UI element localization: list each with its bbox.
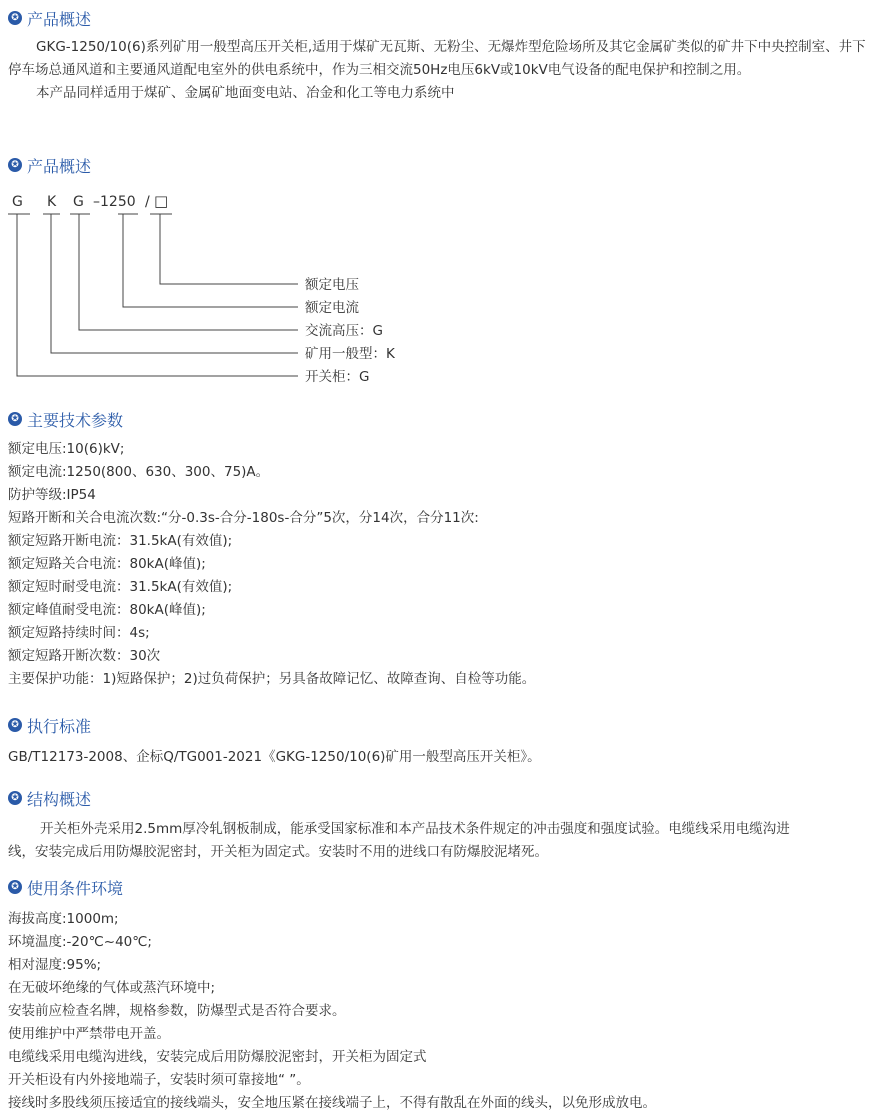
star-circle-icon: ✪ bbox=[8, 791, 22, 805]
spec-list bbox=[8, 438, 535, 691]
environment-line: 接线时多股线须压接适宜的接线端头，安全地压紧在接线端子上，不得有散乱在外面的线头，以免形成放电。 bbox=[8, 1095, 656, 1111]
environment-line: 电缆线采用电缆沟进线，安装完成后用防爆胶泥密封，开关柜为固定式 bbox=[8, 1049, 427, 1065]
environment-line: 使用维护中严禁带电开盖。 bbox=[8, 1026, 170, 1042]
section-title: 主要技术参数 bbox=[27, 410, 124, 430]
section-title: 使用条件环境 bbox=[27, 878, 124, 898]
star-circle-icon: ✪ bbox=[8, 718, 22, 732]
section-title: 产品概述 bbox=[27, 9, 92, 29]
spec-line: 额定短路关合电流：80kA(峰值); bbox=[8, 556, 206, 572]
environment-line: 开关柜设有内外接地端子，安装时须可靠接地“ ”。 bbox=[8, 1072, 310, 1088]
environment-line: 环境温度:-20℃~40℃; bbox=[8, 934, 152, 950]
section-title: 结构概述 bbox=[27, 789, 92, 809]
label-ac-high-voltage: 交流高压：G bbox=[305, 323, 383, 339]
standards-text: GB/T12173-2008、企标Q/TG001-2021《GKG-1250/10(6)矿用一般型高压开关柜》。 bbox=[8, 749, 541, 765]
overview-paragraph-1b: 停车场总通风道和主要通风道配电室外的供电系统中，作为三相交流50Hz电压6kV或10kV电气设备的配电保护和控制之用。 bbox=[8, 62, 751, 78]
model-char-g2: G bbox=[73, 194, 84, 210]
spec-line: 额定短路开断电流：31.5kA(有效值); bbox=[8, 533, 233, 549]
label-rated-voltage: 额定电压 bbox=[305, 277, 359, 293]
structure-paragraph-1: 开关柜外壳采用2.5mm厚冷轧钢板制成，能承受国家标准和本产品技术条件规定的冲击强度和强度试验。电缆线采用电缆沟进 bbox=[40, 821, 790, 837]
section-heading-standards bbox=[8, 713, 91, 737]
section-heading-overview bbox=[8, 6, 91, 30]
label-mining-general: 矿用一般型：K bbox=[305, 346, 395, 362]
section-heading-structure bbox=[8, 786, 91, 810]
leader-lines bbox=[8, 214, 298, 376]
section-heading-specs bbox=[8, 407, 123, 431]
label-rated-current: 额定电流 bbox=[305, 300, 359, 316]
section-title: 产品概述 bbox=[27, 156, 92, 176]
environment-line: 海拔高度:1000m; bbox=[8, 911, 119, 927]
section-title: 执行标准 bbox=[27, 716, 92, 736]
model-rating: –1250 bbox=[93, 194, 136, 210]
model-voltage-box: □ bbox=[154, 192, 169, 210]
spec-line: 短路开断和关合电流次数:“分-0.3s-合分-180s-合分”5次，分14次，合分11次: bbox=[8, 510, 479, 526]
environment-list bbox=[8, 908, 656, 1115]
spec-line: 主要保护功能：1)短路保护；2)过负荷保护；另具备故障记忆、故障查询、自检等功能。 bbox=[8, 671, 536, 687]
spec-line: 防护等级:IP54 bbox=[8, 487, 96, 503]
spec-line: 额定短路开断次数：30次 bbox=[8, 648, 161, 664]
environment-line: 在无破坏绝缘的气体或蒸汽环境中; bbox=[8, 980, 216, 996]
overview-paragraph-1a: GKG-1250/10(6)系列矿用一般型高压开关柜,适用于煤矿无瓦斯、无粉尘、无爆炸型危险场所及其它金属矿类似的矿井下中央控制室、井下 bbox=[36, 39, 866, 55]
model-slash: / bbox=[145, 194, 150, 210]
environment-line: 安装前应检查名牌，规格参数，防爆型式是否符合要求。 bbox=[8, 1003, 346, 1019]
section-heading-environment bbox=[8, 875, 123, 899]
model-char-g1: G bbox=[12, 194, 23, 210]
model-code-diagram bbox=[0, 186, 420, 391]
spec-line: 额定电压:10(6)kV; bbox=[8, 441, 125, 457]
spec-line: 额定短路持续时间：4s; bbox=[8, 625, 150, 641]
spec-line: 额定短时耐受电流：31.5kA(有效值); bbox=[8, 579, 233, 595]
spec-line: 额定峰值耐受电流：80kA(峰值); bbox=[8, 602, 206, 618]
environment-line: 相对湿度:95%; bbox=[8, 957, 102, 973]
structure-paragraph-2: 线，安装完成后用防爆胶泥密封，开关柜为固定式。安装时不用的进线口有防爆胶泥堵死。 bbox=[8, 844, 548, 860]
star-circle-icon: ✪ bbox=[8, 11, 22, 25]
star-circle-icon: ✪ bbox=[8, 880, 22, 894]
overview-paragraph-2: 本产品同样适用于煤矿、金属矿地面变电站、冶金和化工等电力系统中 bbox=[36, 85, 455, 101]
section-heading-model bbox=[8, 153, 91, 177]
label-switchgear: 开关柜：G bbox=[305, 369, 370, 385]
star-circle-icon: ✪ bbox=[8, 158, 22, 172]
model-char-k: K bbox=[47, 194, 57, 210]
spec-line: 额定电流:1250(800、630、300、75)A。 bbox=[8, 464, 270, 480]
star-circle-icon: ✪ bbox=[8, 412, 22, 426]
